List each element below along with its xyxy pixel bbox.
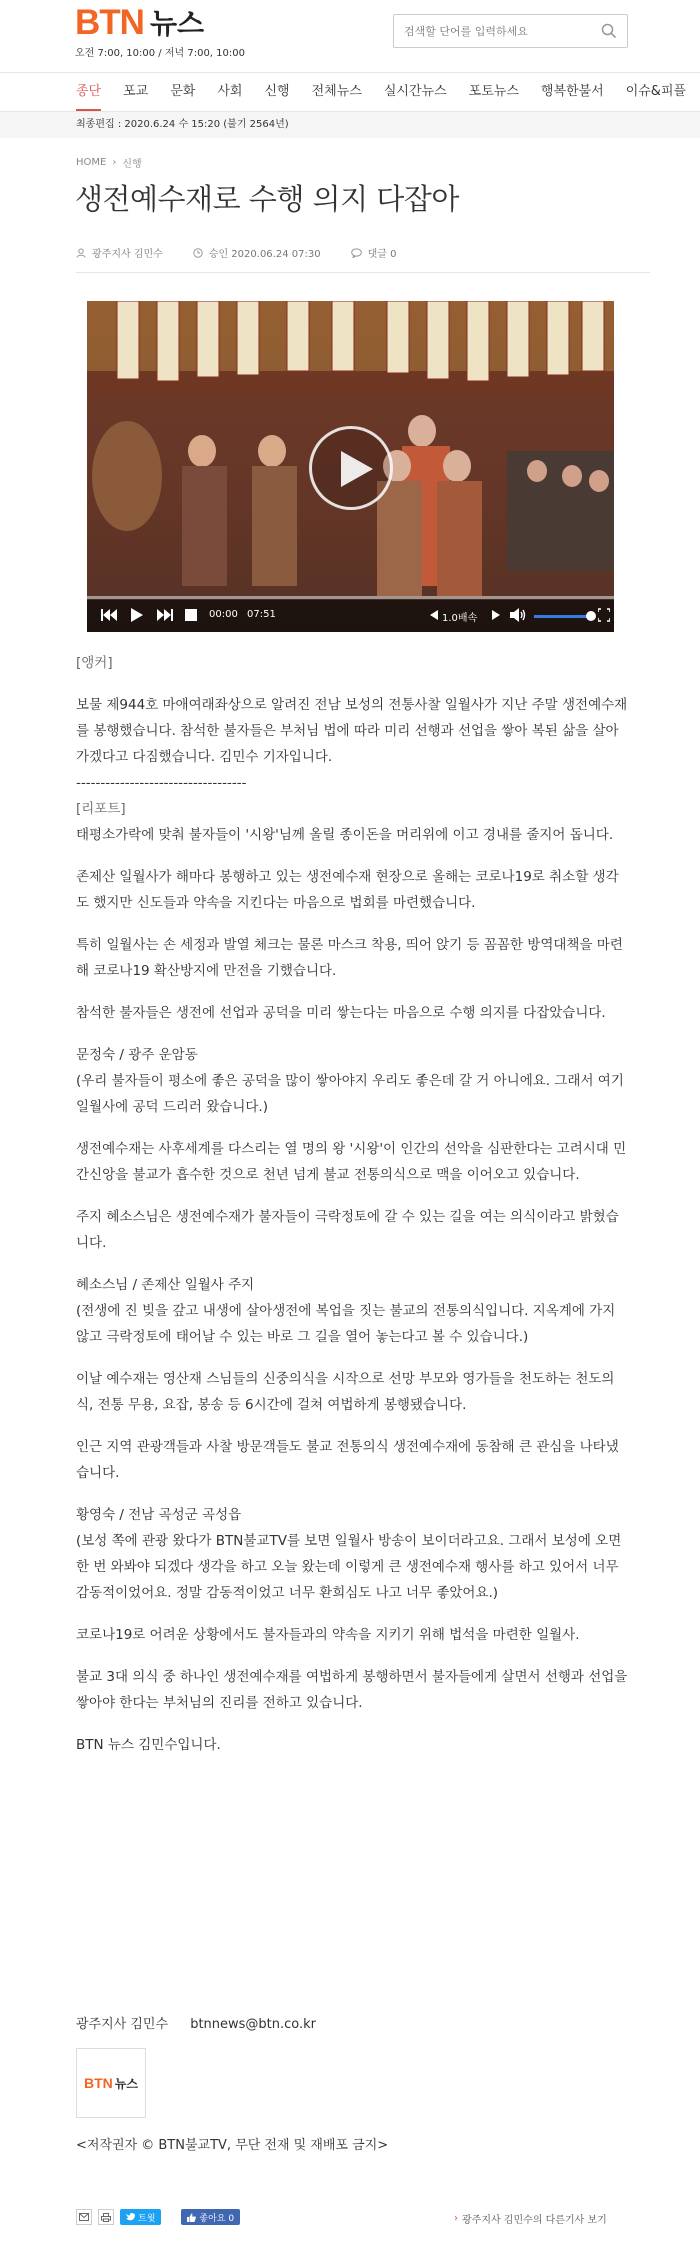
- article-title: 생전예수재로 수행 의지 다잡아: [75, 182, 459, 216]
- interview-quote: (보성 쪽에 관광 왔다가 BTN불교TV를 보면 일월사 방송이 보이더라고요. 그래서 보성에 오면 한 번 와봐야 되겠다 생각을 하고 오늘 왔는데 이렇게 큰 생전예수재 행사를 하고 있어서 너무 감동적이었어요. 정말 감동적이었고 너무 환희심도 나고 너무 좋았어요.): [76, 1533, 622, 1601]
- envelope-icon: [79, 2213, 89, 2221]
- interviewee-name: 문정숙 / 광주 운암동: [76, 1047, 198, 1063]
- nav-item[interactable]: 행복한불서: [540, 84, 604, 99]
- speed-down-icon[interactable]: [430, 610, 438, 620]
- tweet-label: 트윗: [138, 2213, 156, 2224]
- logo-news-text: 뉴스: [149, 7, 205, 40]
- interviewee-name: 혜소스님 / 존제산 일월사 주지: [76, 1277, 255, 1293]
- breadcrumb-section[interactable]: 신행: [122, 159, 142, 170]
- reporter-byline: [76, 2013, 316, 2032]
- anchor-tag: [앵커]: [76, 655, 113, 671]
- other-articles-label: 광주지사 김민수의 다른기사 보기: [462, 2215, 607, 2226]
- paragraph: 태평소가락에 맞춰 불자들이 '시왕'님께 올릴 종이돈을 머리위에 이고 경내를 줄지어 돕니다.: [76, 827, 614, 843]
- chevron-right-icon: ›: [454, 2213, 458, 2224]
- thumbs-up-icon: [187, 2213, 196, 2222]
- comment-count[interactable]: 댓글 0: [367, 249, 397, 260]
- chevron-right-icon: ›: [112, 157, 117, 168]
- volume-icon[interactable]: [510, 608, 526, 622]
- clock-icon: [193, 248, 203, 258]
- video-controls: [87, 600, 614, 632]
- interview-quote: (전생에 진 빚을 갚고 내생에 살아생전에 복업을 짓는 불교의 전통의식입니다. 지옥계에 가지 않고 극락정토에 태어날 수 있는 바로 그 길을 열어 놓는다고 볼 수 있습니다.): [76, 1303, 616, 1345]
- nav-item[interactable]: 사회: [217, 84, 243, 99]
- nav-item[interactable]: 신행: [264, 84, 290, 99]
- email-button[interactable]: [76, 2209, 92, 2225]
- nav-item[interactable]: 문화: [170, 84, 196, 99]
- current-time: 00:00: [209, 609, 238, 620]
- logo-btn-text: BTN: [75, 3, 144, 42]
- stop-icon[interactable]: [185, 608, 197, 622]
- paragraph: 불교 3대 의식 중 하나인 생전예수재를 여법하게 봉행하면서 불자들에게 살면서 선행과 선업을 쌓아야 한다는 부처님의 진리를 전하고 있습니다.: [76, 1669, 628, 1711]
- user-icon: [76, 248, 86, 258]
- article-meta: [76, 245, 396, 260]
- nav-item[interactable]: 실시간뉴스: [383, 84, 447, 99]
- paragraph: 특히 일월사는 손 세정과 발열 체크는 물론 마스크 착용, 띄어 앉기 등 꼼꼼한 방역대책을 마련해 코로나19 확산방지에 만전을 기했습니다.: [76, 937, 623, 979]
- breadcrumb-home[interactable]: HOME: [76, 157, 107, 168]
- skip-back-icon[interactable]: [101, 608, 117, 622]
- last-updated: 최종편집 : 2020.6.24 수 15:20 (불기 2564년): [0, 112, 700, 138]
- skip-forward-icon[interactable]: [157, 608, 173, 622]
- author-name: 광주지사 김민수: [92, 249, 163, 260]
- small-logo-btn: BTN: [84, 2075, 113, 2091]
- nav-item[interactable]: 종단: [76, 73, 101, 111]
- site-logo[interactable]: [75, 3, 205, 42]
- publish-date: 승인 2020.06.24 07:30: [208, 249, 321, 260]
- meta-divider: [76, 272, 650, 273]
- play-icon[interactable]: [131, 608, 143, 622]
- print-button[interactable]: [98, 2209, 114, 2225]
- facebook-like-button[interactable]: [181, 2209, 240, 2225]
- share-bar: [76, 2209, 240, 2225]
- article-body: [76, 650, 628, 1758]
- interviewee-name: 황영숙 / 전남 곡성군 곡성읍: [76, 1507, 242, 1523]
- reporter-name: 광주지사 김민수: [76, 2017, 169, 2032]
- nav-item[interactable]: 포토뉴스: [468, 84, 519, 99]
- main-nav: [0, 72, 700, 112]
- paragraph: 코로나19로 어려운 상황에서도 불자들과의 약속을 지키기 위해 법석을 마련한 일월사.: [76, 1627, 580, 1643]
- sign-off: BTN 뉴스 김민수입니다.: [76, 1737, 221, 1753]
- speed-up-icon[interactable]: [492, 610, 500, 620]
- anchor-paragraph: 보물 제944호 마애여래좌상으로 알려진 전남 보성의 전통사찰 일월사가 지난 주말 생전예수재를 봉행했습니다. 참석한 불자들은 부처님 법에 따라 미리 선행과 선업을 쌓아 복된 삶을 살아가겠다고 다짐했습니다. 김민수 기자입니다.: [76, 697, 628, 765]
- twitter-icon: [126, 2213, 135, 2221]
- paragraph: 인근 지역 관광객들과 사찰 방문객들도 불교 전통의식 생전예수재에 동참해 큰 관심을 나타냈습니다.: [76, 1439, 619, 1481]
- nav-list: [76, 73, 700, 111]
- nav-item[interactable]: 포교: [123, 84, 149, 99]
- site-header: [0, 0, 700, 64]
- section-divider: -----------------------------------: [76, 775, 247, 791]
- fullscreen-icon[interactable]: [598, 608, 610, 622]
- volume-slider[interactable]: [534, 615, 590, 618]
- breadcrumb: [76, 155, 142, 170]
- paragraph: 참석한 불자들은 생전에 선업과 공덕을 미리 쌓는다는 마음으로 수행 의지를 다잡았습니다.: [76, 1005, 606, 1021]
- interview-quote: (우리 불자들이 평소에 좋은 공덕을 많이 쌓아야지 우리도 좋은데 갈 거 아니에요. 그래서 여기 일월사에 공덕 드리러 왔습니다.): [76, 1073, 624, 1115]
- play-icon: [339, 449, 375, 489]
- small-logo-news: 뉴스: [114, 2076, 138, 2091]
- search-box: [393, 14, 628, 48]
- report-tag: [리포트]: [76, 801, 126, 817]
- paragraph: 존제산 일월사가 해마다 봉행하고 있는 생전예수재 현장으로 올해는 코로나19로 취소할 생각도 했지만 신도들과 약속을 지킨다는 마음으로 법회를 마련했습니다.: [76, 869, 619, 911]
- nav-item[interactable]: 전체뉴스: [311, 84, 362, 99]
- comment-icon: [351, 248, 362, 258]
- tweet-button[interactable]: [120, 2209, 161, 2225]
- paragraph: 이날 예수재는 영산재 스님들의 신중의식을 시작으로 선망 부모와 영가들을 천도하는 천도의식, 전통 무용, 요잡, 봉송 등 6시간에 걸쳐 여법하게 봉행됐습니다.: [76, 1371, 615, 1413]
- reporter-email[interactable]: btnnews@btn.co.kr: [190, 2017, 317, 2032]
- volume-knob[interactable]: [586, 611, 596, 621]
- copyright-notice: <저작권자 © BTN불교TV, 무단 전재 및 재배포 금지>: [76, 2138, 389, 2153]
- total-time: 07:51: [247, 609, 276, 620]
- video-player[interactable]: [87, 301, 614, 632]
- broadcast-times: 오전 7:00, 10:00 / 저녁 7:00, 10:00: [75, 48, 245, 59]
- paragraph: 주지 혜소스님은 생전예수재가 불자들이 극락정토에 갈 수 있는 길을 여는 의식이라고 밝혔습니다.: [76, 1209, 619, 1251]
- search-icon[interactable]: [601, 23, 617, 39]
- like-label: 좋아요 0: [199, 2213, 235, 2224]
- nav-item[interactable]: 이슈&피플: [625, 84, 687, 99]
- progress-bar[interactable]: [87, 596, 614, 599]
- paragraph: 생전예수재는 사후세계를 다스리는 열 명의 왕 '시왕'이 인간의 선악을 심판한다는 고려시대 민간신앙을 불교가 흡수한 것으로 천년 넘게 불교 전통의식으로 맥을 이어오고 있습니다.: [76, 1141, 627, 1183]
- printer-icon: [101, 2213, 111, 2222]
- search-input[interactable]: [394, 15, 584, 47]
- playback-speed: 1.0배속: [442, 613, 478, 624]
- other-articles-link[interactable]: [454, 2211, 607, 2226]
- play-overlay-button[interactable]: [309, 426, 393, 510]
- btn-news-logo: [76, 2048, 146, 2118]
